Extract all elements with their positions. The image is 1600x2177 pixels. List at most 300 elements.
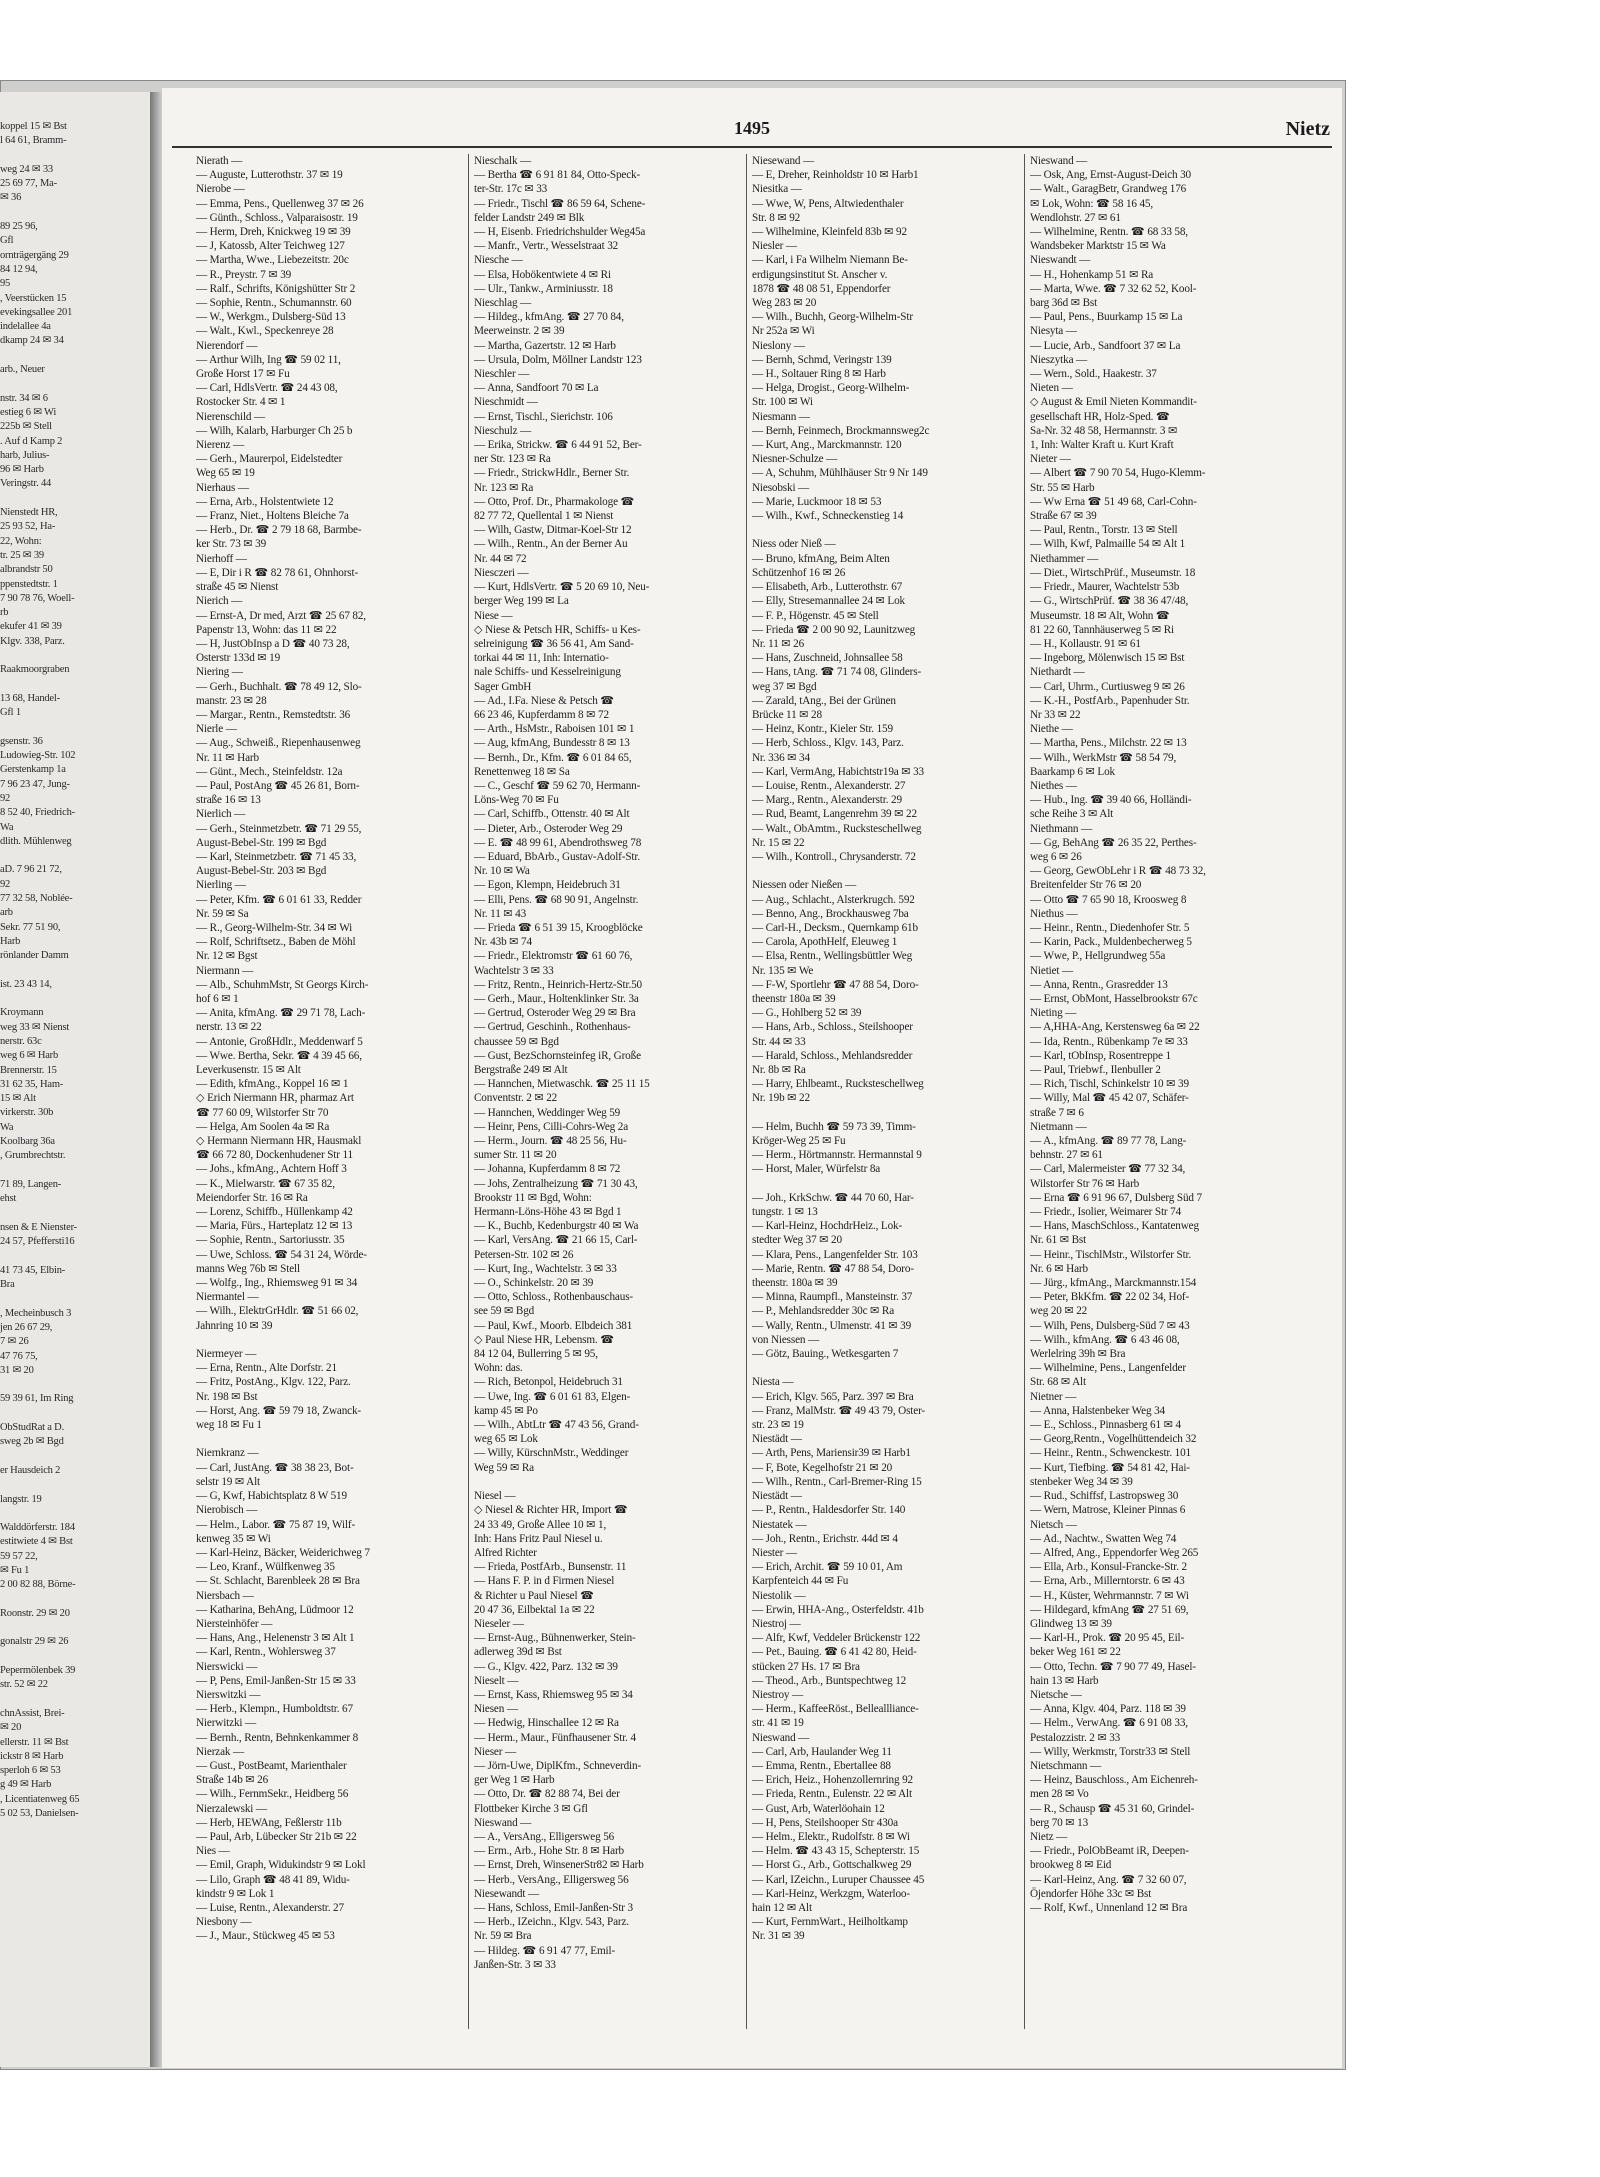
directory-entry-line: — Emma, Rentn., Ebertallee 88 [752,1759,891,1772]
directory-entry-line: — Wilh., AbtLtr ☎ 47 43 56, Grand- [474,1419,639,1432]
left-page-line: Gerstenkamp 1a [0,764,66,776]
directory-entry-line: — Otto, Techn. ☎ 7 90 77 49, Hasel- [1030,1660,1196,1673]
directory-entry-line: — Herb, HEWAng, Feßlerstr 11b [196,1816,342,1829]
directory-entry-line: — Wolfg., Ing., Rhiemsweg 91 ✉ 34 [196,1277,358,1290]
directory-entry-line: — Hildeg. ☎ 6 91 47 77, Emil- [474,1944,616,1957]
directory-entry-line: Weg 59 ✉ Ra [474,1461,534,1474]
directory-entry-line: — Fritz, PostAng., Klgv. 122, Parz. [196,1376,351,1389]
surname-heading: Nierswitzki — [196,1688,261,1701]
directory-entry-line: — Wilh., ElektrGrHdlr. ☎ 51 66 02, [196,1305,359,1318]
directory-entry-line: — Paul, Arb, Lübecker Str 21b ✉ 22 [196,1830,357,1843]
directory-entry-line: Nr. 61 ✉ Bst [1030,1234,1087,1247]
directory-entry-line: — Heinr, Pens, Cilli-Cohrs-Weg 2a [474,1120,629,1133]
directory-entry-line: — Karl, Steinmetzbetr. ☎ 71 45 33, [196,850,357,863]
directory-entry-line: — Bernh, Schmd, Veringstr 139 [752,353,892,366]
directory-entry-line: — Hans, Ang., Helenenstr 3 ✉ Alt 1 [196,1632,355,1645]
surname-heading: Niethammer — [1030,552,1099,565]
directory-entry-line: theenstr 180a ✉ 39 [752,992,836,1005]
directory-entry-line: — Götz, Bauing., Wetkesgarten 7 [752,1348,899,1361]
directory-entry-line: — Walt., Kwl., Speckenreye 28 [196,325,334,338]
directory-entry-line: weg 18 ✉ Fu 1 [196,1419,262,1432]
directory-entry-line: barg 36d ✉ Bst [1030,297,1098,310]
directory-entry-line: Baarkamp 6 ✉ Lok [1030,765,1115,778]
directory-entry-line: — Karl-H., Prok. ☎ 20 95 45, Eil- [1030,1632,1185,1645]
left-page-line: 95 [0,278,11,290]
directory-entry-line: — Helm. ☎ 43 43 15, Schepterstr. 15 [752,1845,920,1858]
directory-entry-line: — Alfred, Ang., Eppendorfer Weg 265 [1030,1546,1199,1559]
left-page-line: Koolbarg 36a [0,1136,55,1148]
surname-heading: Nieszytka — [1030,353,1088,366]
directory-entry-line: Nr. 11 ✉ Harb [196,751,259,764]
left-page-line [0,1507,150,1521]
directory-entry-line: — Wilh., kfmAng. ☎ 6 43 46 08, [1030,1333,1180,1346]
directory-entry-line: — H., Kollaustr. 91 ✉ 61 [1030,637,1141,650]
directory-entry-line: Sa-Nr. 32 48 58, Hermannstr. 3 ✉ [1030,424,1178,437]
surname-heading: Nierzalewski — [196,1802,267,1815]
directory-entry-line: — Alfr, Kwf, Veddeler Brückenstr 122 [752,1632,921,1645]
surname-heading: Niesewand — [752,155,815,167]
surname-heading: Nieslony — [752,339,805,352]
left-page-line: estieg 6 ✉ Wi [0,406,57,418]
directory-entry-line: — Ernst, Kass, Rhiemsweg 95 ✉ 34 [474,1688,633,1701]
directory-entry-line: hain 13 ✉ Harb [1030,1674,1099,1687]
directory-entry-line: — Gerh., Maur., Holtenklinker Str. 3a [474,992,639,1005]
surname-heading: Nierich — [196,595,243,608]
left-page-line: 7 96 23 47, Jung- [0,778,70,790]
surname-heading: Niethmann — [1030,822,1093,835]
left-page-line [0,649,150,663]
surname-heading: Nierhaus — [196,481,249,494]
directory-entry-line: kindstr 9 ✉ Lok 1 [196,1887,275,1900]
directory-entry-line: Nr. 10 ✉ Wa [474,865,530,878]
directory-entry-line: Inh: Hans Fritz Paul Niesel u. [474,1532,603,1545]
directory-entry-line: — Johanna, Kupferdamm 8 ✉ 72 [474,1163,621,1176]
left-page-line: Roonstr. 29 ✉ 20 [0,1607,70,1619]
directory-entry-line: — Alb., SchuhmMstr, St Georgs Kirch- [196,978,369,991]
directory-entry-line: straße 45 ✉ Nienst [196,581,279,594]
left-page-line: nstr. 34 ✉ 6 [0,392,48,404]
directory-entry-line: Str. 100 ✉ Wi [752,396,813,409]
directory-entry-line: — Georg, GewObLehr i R ☎ 48 73 32, [1030,865,1206,878]
left-page-line: nsen & E Nienster- [0,1221,77,1233]
directory-entry-line: see 59 ✉ Bgd [474,1305,535,1318]
directory-entry-line: Straße 67 ✉ 39 [1030,510,1097,523]
directory-entry-line: — Karl-Heinz, Werkzgm, Waterloo- [752,1887,910,1900]
directory-entry-line: — Herm., Hörtmannstr. Hermannstal 9 [752,1149,922,1162]
left-page-line: virkerstr. 30b [0,1107,54,1119]
directory-entry-line: — Karl-Heinz, Ang. ☎ 7 32 60 07, [1030,1873,1187,1886]
directory-entry-line: Str. 8 ✉ 92 [752,211,801,224]
directory-entry-line: — Kurt, Ing., Wachtelstr. 3 ✉ 33 [474,1262,617,1275]
page-header [162,118,1342,144]
directory-entry-line: — P., Rentn., Haldesdorfer Str. 140 [752,1504,906,1517]
directory-entry-line: — St. Schlacht, Barenbleek 28 ✉ Bra [196,1575,360,1588]
directory-entry-line: — Wally, Rentn., Ulmenstr. 41 ✉ 39 [752,1319,912,1332]
directory-entry-line: — Aug., Schweiß., Riepenhausenweg [196,737,361,750]
surname-heading: Nieting — [1030,1007,1077,1020]
directory-entry-line: Straße 14b ✉ 26 [196,1774,269,1787]
directory-entry-line: — Erna, Rentn., Alte Dorfstr. 21 [196,1362,337,1375]
directory-entry-line: — Anna, Rentn., Grasredder 13 [1030,978,1168,991]
directory-entry-line: selstr 19 ✉ Alt [196,1475,260,1488]
left-page-line: 41 73 45, Elbin- [0,1264,66,1276]
directory-entry-line: — Elisabeth, Arb., Lutterothstr. 67 [752,581,903,594]
left-page-line: ekufer 41 ✉ 39 [0,621,62,633]
surname-heading: Nierzak — [196,1745,245,1758]
left-page-line: dkamp 24 ✉ 34 [0,335,64,347]
directory-entry-line: — Frieda ☎ 2 00 90 92, Launitzweg [752,623,916,636]
directory-entry-line: — Jörn-Uwe, DiplKfm., Schneverdin- [474,1759,642,1772]
left-page-line: Veringstr. 44 [0,478,52,490]
left-page-line: dlith. Mühlenweg [0,835,72,847]
directory-entry-line: — W., Werkgm., Dulsberg-Süd 13 [196,311,346,324]
directory-entry-line: kenweg 35 ✉ Wi [196,1532,271,1545]
surname-heading: Nieten — [1030,382,1073,395]
left-page-fragment [0,92,152,2067]
directory-entry-line: — Wilh., FernmSekr., Heidberg 56 [196,1788,349,1801]
directory-entry-line: Nr 252a ✉ Wi [752,325,815,338]
left-page-line: rb [0,607,9,619]
surname-heading: Niesyta — [1030,325,1077,338]
directory-entry-line: — H., Hohenkamp 51 ✉ Ra [1030,268,1154,281]
left-page-line [0,1650,150,1664]
directory-entry-line: Nr. 11 ✉ 26 [752,637,805,650]
left-page-line: Gfl [0,235,14,247]
directory-entry-line: — Louise, Rentn., Alexanderstr. 27 [752,779,906,792]
surname-heading: Niering — [196,666,243,679]
column-divider [1024,154,1025,2029]
directory-entry-line: behnstr. 27 ✉ 61 [1030,1149,1103,1162]
left-page-line: 59 57 22, [0,1550,38,1562]
directory-entry-line: felder Landstr 249 ✉ Blk [474,211,585,224]
directory-entry-line: — Zarald, tAng., Bei der Grünen [752,694,896,707]
directory-entry-line: — Günth., Schloss., Valparaisostr. 19 [196,211,358,224]
left-page-line: aD. 7 96 21 72, [0,864,62,876]
directory-entry-line: ◇ Hermann Niermann HR, Hausmakl [196,1135,362,1148]
directory-entry-line: nerstr. 13 ✉ 22 [196,1021,262,1034]
directory-entry-line: — Marie, Rentn. ☎ 47 88 54, Doro- [752,1262,914,1275]
directory-entry-line: — Paul, Pens., Buurkamp 15 ✉ La [1030,311,1183,324]
directory-entry-line: Str. 68 ✉ Alt [1030,1376,1086,1389]
directory-entry-line: — Auguste, Lutterothstr. 37 ✉ 19 [196,169,343,182]
directory-entry-line: — Erna, Arb., Holstentwiete 12 [196,495,334,508]
left-page-line: 25 93 52, Ha- [0,521,56,533]
left-page-line: langstr. 19 [0,1493,42,1505]
directory-entry-line: — Kurt, Tiefbing. ☎ 54 81 42, Hai- [1030,1461,1190,1474]
directory-entry-line: Glindweg 13 ✉ 39 [1030,1617,1112,1630]
left-page-line: ObStudRat a D. [0,1422,64,1434]
directory-entry-line: — Frieda, Rentn., Eulenstr. 22 ✉ Alt [752,1788,912,1801]
directory-entry-line: — Erika, Strickw. ☎ 6 44 91 52, Ber- [474,439,642,452]
left-page-line: Pepermölenbek 39 [0,1665,76,1677]
directory-entry-line: — Erna, Arb., Millerntorstr. 6 ✉ 43 [1030,1575,1185,1588]
surname-heading: Niersbach — [196,1589,254,1602]
directory-entry-line: — Friedr., Isolier, Weimarer Str 74 [1030,1206,1182,1219]
directory-entry-line: — Carl, Arb, Haulander Weg 11 [752,1745,892,1758]
directory-entry-line: — Ad., I.Fa. Niese & Petsch ☎ [474,694,615,707]
directory-entry-line: — Diet., WirtschPrüf., Museumstr. 18 [1030,566,1196,579]
directory-entry-line: — H, JustObInsp a D ☎ 40 73 28, [196,637,350,650]
surname-heading: Niesewandt — [474,1887,539,1900]
directory-entry-line: Nr. 31 ✉ 39 [752,1930,805,1943]
directory-entry-line [196,1333,468,1347]
left-page-line [0,1693,150,1707]
directory-entry-line: — E., Schloss., Pinnasberg 61 ✉ 4 [1030,1419,1181,1432]
directory-entry-line: Wachtelstr 3 ✉ 33 [474,964,554,977]
directory-entry-line: — Joh., KrkSchw. ☎ 44 70 60, Har- [752,1191,914,1204]
directory-entry-line: Brookstr 11 ✉ Bgd, Wohn: [474,1191,592,1204]
left-page-line: Kroymann [0,1007,44,1019]
directory-entry-line: straße 16 ✉ 13 [196,794,261,807]
surname-heading: Nierswicki — [196,1660,258,1673]
directory-entry-line: — Gerh., Maurerpol, Eidelstedter [196,453,343,466]
directory-entry-line: — Paul, PostAng ☎ 45 26 81, Born- [196,779,360,792]
directory-entry-line: — Maria, Fürs., Harteplatz 12 ✉ 13 [196,1220,353,1233]
left-page-line: 92 [0,878,11,890]
directory-entry-line: — Ad., Nachtw., Swatten Weg 74 [1030,1532,1177,1545]
directory-entry-line: — Wwe, P., Hellgrundweg 55a [1030,950,1166,963]
surname-heading: Nierlich — [196,808,246,821]
surname-heading: Nietschmann — [1030,1759,1102,1772]
directory-entry-line: — Otto, Schloss., Rothenbauschaus- [474,1291,633,1304]
directory-entry-line: — Edith, kfmAng., Koppel 16 ✉ 1 [196,1078,349,1091]
surname-heading: Niermeyer — [196,1348,257,1361]
left-page-line: g 49 ✉ Harb [0,1779,52,1791]
directory-entry-line: — Karl, Rentn., Wohlersweg 37 [196,1646,336,1659]
surname-heading: Nieswand — [752,1731,810,1744]
left-page-line: 71 89, Langen- [0,1178,62,1190]
directory-entry-line: — Rud., Schiffsf, Lastropsweg 30 [1030,1490,1179,1503]
directory-entry-line: Papenstr 13, Wohn: das 11 ✉ 22 [196,623,337,636]
left-page-line: sweg 2b ✉ Bgd [0,1436,64,1448]
directory-entry-line: — Herb., VersAng., Elligersweg 56 [474,1873,629,1886]
left-page-line [0,1249,150,1263]
surname-heading: Nierendorf — [196,339,258,352]
surname-heading: Niermantel — [196,1291,259,1304]
directory-entry-line: erdigungsinstitut St. Anscher v. [752,268,888,281]
directory-entry-line: ◇ Paul Niese HR, Lebensm. ☎ [474,1333,614,1346]
surname-heading: Niestädt — [752,1490,802,1503]
directory-entry-line: — A., kfmAng. ☎ 89 77 78, Lang- [1030,1135,1187,1148]
surname-heading: Nierle — [196,723,237,736]
surname-heading: Nierenschild — [196,410,266,423]
directory-entry-line: str. 23 ✉ 19 [752,1419,804,1432]
left-page-line: 59 39 61, Im Ring [0,1393,74,1405]
left-page-line: ppenstedtstr. 1 [0,578,58,590]
directory-entry-line: — Ernst, Tischl., Sierichstr. 106 [474,410,613,423]
directory-entry-line: — Anita, kfmAng. ☎ 29 71 78, Lach- [196,1007,366,1020]
directory-entry-line: August-Bebel-Str. 203 ✉ Bgd [196,865,327,878]
directory-entry-line: — Wwe, W, Pens, Altwiedenthaler [752,197,904,210]
left-page-line [0,1450,150,1464]
directory-entry-line: — Joh., Rentn., Erichstr. 44d ✉ 4 [752,1532,898,1545]
column-2 [474,154,746,1972]
directory-entry-line: — Minna, Raumpfl., Mansteinstr. 37 [752,1291,913,1304]
directory-entry-line: sche Reihe 3 ✉ Alt [1030,808,1114,821]
directory-entry-line: — Frieda ☎ 6 51 39 15, Kroogblöcke [474,921,643,934]
directory-entry-line: Osterstr 133d ✉ 19 [196,652,281,665]
directory-entry-line: ☎ 77 60 09, Wilstorfer Str 70 [196,1106,329,1119]
left-page-line: 25 69 77, Ma- [0,178,57,190]
surname-heading: Nieschlag — [474,297,532,310]
directory-entry-line: — Arth, Pens, Mariensir39 ✉ Harb1 [752,1447,911,1460]
directory-entry-line: Kröger-Weg 25 ✉ Fu [752,1135,846,1148]
surname-heading: Niester — [752,1546,797,1559]
left-page-line [0,349,150,363]
left-page-line: ehst [0,1193,17,1205]
left-page-line: 22, Wohn: [0,535,42,547]
directory-entry-line: — Ursula, Dolm, Möllner Landstr 123 [474,353,642,366]
surname-heading: Nieswandt — [1030,254,1091,267]
directory-entry-line: — F, Bote, Kegelhofstr 21 ✉ 20 [752,1461,893,1474]
surname-heading: Nieselt — [474,1674,519,1687]
directory-entry-line: — Elsa, Rentn., Wellingsbüttler Weg [752,950,913,963]
directory-entry-line: weg 65 ✉ Lok [474,1433,538,1446]
directory-entry-line: — Sophie, Rentn., Sartoriusstr. 35 [196,1234,345,1247]
directory-entry-line: — Ernst, Dreh, WinsenerStr82 ✉ Harb [474,1859,644,1872]
left-page-line: Raakmoorgraben [0,664,70,676]
directory-entry-line: Wendlohstr. 27 ✉ 61 [1030,211,1121,224]
directory-entry-line: Flottbeker Kirche 3 ✉ Gfl [474,1802,588,1815]
directory-entry-line: — Martha, Gazertstr. 12 ✉ Harb [474,339,616,352]
directory-entry-line: — Peter, BkKfm. ☎ 22 02 34, Hof- [1030,1291,1190,1304]
directory-entry-line: — Ella, Arb., Konsul-Francke-Str. 2 [1030,1561,1187,1574]
directory-entry-line: — Margar., Rentn., Remstedtstr. 36 [196,708,351,721]
directory-entry-line: Nr. 198 ✉ Bst [196,1390,258,1403]
directory-entry-line: — Johs., kfmAng., Achtern Hoff 3 [196,1163,347,1176]
directory-entry-line: Wandsbeker Marktstr 15 ✉ Wa [1030,240,1166,253]
directory-entry-line: Bergstraße 249 ✉ Alt [474,1064,568,1076]
directory-entry-line: — Helm., VerwAng. ☎ 6 91 08 33, [1030,1717,1188,1730]
surname-heading: Nierobisch — [196,1504,258,1517]
directory-entry-line: ◇ Erich Niermann HR, pharmaz Art [196,1092,354,1105]
left-page-line: ist. 23 43 14, [0,978,52,990]
directory-entry-line: Weg 283 ✉ 20 [752,297,817,310]
left-page-line: weg 24 ✉ 33 [0,163,53,175]
directory-entry-line: stücken 27 Hs. 17 ✉ Bra [752,1660,860,1673]
directory-entry-line: — Harald, Schloss., Mehlandsredder [752,1049,913,1062]
left-page-line [0,720,150,734]
directory-entry-line: — Karl-Heinz, Bäcker, Weiderichweg 7 [196,1546,370,1559]
directory-entry-line: Wohn: das. [474,1362,523,1375]
directory-entry-line: stedter Weg 37 ✉ 20 [752,1234,842,1247]
surname-heading: Nieschalk — [474,155,532,167]
directory-entry-line: — Heinz, Kontr., Kieler Str. 159 [752,723,893,736]
directory-entry-line: Str. 44 ✉ 33 [752,1035,806,1048]
directory-entry-line: — Günt., Mech., Steinfeldstr. 12a [196,765,343,778]
directory-entry-line: — Friedr., Maurer, Wachtelstr 53b [1030,581,1180,594]
directory-entry-line: — Rich, Betonpol, Heidebruch 31 [474,1376,623,1389]
surname-heading: Niethe — [1030,723,1073,736]
directory-entry-line [196,1432,468,1446]
directory-entry-line: Nr. 336 ✉ 34 [752,751,810,764]
directory-entry-line: — Dieter, Arb., Osteroder Weg 29 [474,822,623,835]
surname-heading: Niessen oder Nießen — [752,879,857,892]
directory-entry-line: — Hildegard, kfmAng ☎ 27 51 69, [1030,1603,1189,1616]
directory-entry-line: — Herm., Maur., Fünfhausener Str. 4 [474,1731,636,1744]
directory-entry-line: — Helga, Drogist., Georg-Wilhelm- [752,382,910,395]
directory-entry-line: — Katharina, BehAng, Lüdmoor 12 [196,1603,354,1616]
directory-entry-line: weg 37 ✉ Bgd [752,680,817,693]
left-page-line: str. 52 ✉ 22 [0,1679,48,1691]
directory-entry-line: — Egon, Klempn, Heidebruch 31 [474,879,621,892]
directory-entry-line: Nr. 135 ✉ We [752,964,814,977]
left-page-line: , Veerstücken 15 [0,292,67,304]
left-page-line [0,849,150,863]
left-page-line: jen 26 67 29, [0,1321,53,1333]
directory-entry-line: — Erich, Klgv. 565, Parz. 397 ✉ Bra [752,1390,914,1403]
directory-entry-line: — F. P., Högenstr. 45 ✉ Stell [752,609,879,622]
directory-entry-line: — Paul, Kwf., Moorb. Elbdeich 381 [474,1319,633,1332]
directory-entry-line: Große Horst 17 ✉ Fu [196,368,290,381]
directory-entry-line: — Kurt, FernmWart., Heilholtkamp [752,1916,908,1929]
directory-entry-line: ger Weg 1 ✉ Harb [474,1774,555,1787]
directory-entry-line: — Aug., Schlacht., Alsterkrugch. 592 [752,893,915,906]
left-page-line: 225b ✉ Stell [0,421,52,433]
directory-entry-line: — Martha, Wwe., Liebezeitstr. 20c [196,254,349,267]
directory-entry-line: — Walt., ObAmtm., Rucksteschellweg [752,822,922,835]
left-page-line: , Mecheinbusch 3 [0,1307,72,1319]
directory-entry-line: — Hans, Schloss, Emil-Janßen-Str 3 [474,1901,633,1914]
left-page-line: Wa [0,1121,14,1133]
left-page-line: gonalstr 29 ✉ 26 [0,1636,69,1648]
directory-entry-line: ☎ 66 72 80, Dockenhudener Str 11 [196,1149,353,1162]
directory-entry-line: — Otto, Prof. Dr., Pharmakologe ☎ [474,495,635,508]
directory-entry-line: Renettenweg 18 ✉ Sa [474,765,570,778]
directory-entry-line: — K., Buchb, Kedenburgstr 40 ✉ Wa [474,1220,639,1233]
directory-entry-line: — Herb, Schloss., Klgv. 143, Parz. [752,737,904,750]
directory-entry-line: — Ernst-Aug., Bühnenwerker, Stein- [474,1632,636,1645]
directory-entry-line: tungstr. 1 ✉ 13 [752,1206,818,1219]
directory-entry-line: — Hans, Zuschneid, Johnsallee 58 [752,652,903,665]
directory-entry-line: weg 6 ✉ 26 [1030,850,1082,863]
directory-entry-line: Nr. 6 ✉ Harb [1030,1262,1088,1275]
directory-entry-line: — Ww Erna ☎ 51 49 68, Carl-Cohn- [1030,495,1197,508]
directory-entry-line [752,1106,1024,1120]
directory-entry-line: — Antonie, GroßHdlr., Meddenwarf 5 [196,1035,363,1048]
surname-heading: Niesbony — [196,1916,252,1929]
directory-entry-line: — Fritz, Rentn., Heinrich-Hertz-Str.50 [474,978,642,991]
directory-entry-line: — H, Pens, Steilshooper Str 430a [752,1816,898,1829]
directory-entry-line: — Hans, tAng. ☎ 71 74 08, Glinders- [752,666,922,679]
directory-entry-line: — Erich, Archit. ☎ 59 10 01, Am [752,1561,903,1574]
directory-entry-line: — Friedr., PolObBeamt iR, Deepen- [1030,1845,1189,1858]
left-page-line: Bra [0,1279,15,1291]
left-page-line [0,377,150,391]
directory-entry-line: — F-W, Sportlehr ☎ 47 88 54, Doro- [752,978,919,991]
left-page-line: arb., Neuer [0,364,45,376]
directory-entry-line: — Johs, Zentralheizung ☎ 71 30 43, [474,1177,638,1190]
directory-entry-line: — Frieda, PostfArb., Bunsenstr. 11 [474,1561,627,1574]
directory-entry-line: Str. 55 ✉ Harb [1030,481,1095,494]
left-page-line: gsenstr. 36 [0,735,43,747]
directory-entry-line: — Wilh, Gastw, Ditmar-Koel-Str 12 [474,524,632,537]
directory-entry-line: — Wwe. Bertha, Sekr. ☎ 4 39 45 66, [196,1049,362,1062]
surname-heading: Niethardt — [1030,666,1085,679]
directory-entry-line: — Pet., Bauing. ☎ 6 41 42 80, Heid- [752,1646,917,1659]
left-page-line [0,149,150,163]
directory-entry-line: — Franz, Niet., Holtens Bleiche 7a [196,510,349,523]
directory-entry-line: — Luise, Rentn., Alexanderstr. 27 [196,1901,344,1914]
surname-heading: Niesitka — [752,183,802,196]
directory-entry-line: — Hannchen, Mietwaschk. ☎ 25 11 15 [474,1078,650,1091]
left-page-line: ellerstr. 11 ✉ Bst [0,1736,69,1748]
directory-entry-line: Karpfenteich 44 ✉ Fu [752,1575,849,1588]
left-page-line: 77 32 58, Noblée- [0,893,73,905]
surname-heading: Niesel — [474,1490,516,1503]
directory-entry-line: Nr. 59 ✉ Sa [196,907,249,920]
directory-entry-line: — Wilh, Kalarb, Harburger Ch 25 b [196,424,353,437]
